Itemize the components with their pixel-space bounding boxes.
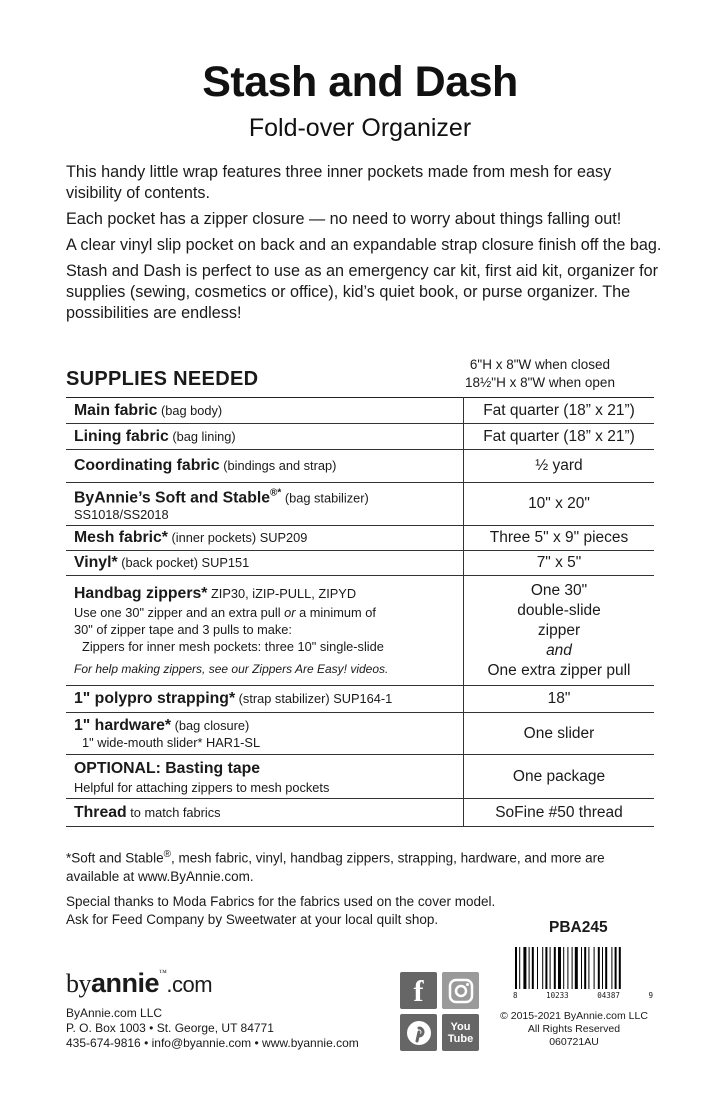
- table-row: [66, 713, 654, 755]
- item-qty: One package: [464, 755, 655, 799]
- barcode-bar: [515, 947, 517, 989]
- barcode-bar: [572, 947, 573, 989]
- item-desc: to match fabrics: [130, 804, 221, 820]
- table-row: [66, 576, 654, 686]
- item-cell: [66, 398, 464, 424]
- barcode-bar: [554, 947, 556, 989]
- item-desc: (back pocket) SUP151: [121, 555, 250, 571]
- pattern-code: PBA245: [549, 919, 608, 936]
- item-desc: (bindings and strap): [223, 458, 337, 473]
- barcode-bar: [537, 947, 538, 989]
- address-line: ByAnnie.com LLC: [66, 1006, 163, 1020]
- barcode-digit: 04387: [597, 991, 620, 1000]
- barcode-bar: [532, 947, 534, 989]
- pinterest-icon[interactable]: [400, 1014, 437, 1051]
- item-detail: 1" wide-mouth slider* HAR1-SL: [82, 734, 261, 750]
- item-name: Coordinating fabric: [74, 457, 220, 474]
- item-name: Lining fabric: [74, 427, 169, 445]
- barcode-bar: [605, 947, 607, 989]
- table-row: [66, 424, 654, 450]
- copyright-line: All Rights Reserved: [527, 1023, 621, 1035]
- thanks-line: Special thanks to Moda Fabrics for the fabrics used on the cover model.: [66, 894, 496, 909]
- intro-paragraph: A clear vinyl slip pocket on back and an expandable strap closure finish off the bag.: [66, 236, 662, 254]
- item-name: OPTIONAL: Basting tape: [74, 759, 261, 777]
- barcode: [513, 947, 653, 1000]
- item-cell: [66, 424, 464, 450]
- item-cell: [66, 799, 464, 827]
- zipper-video-note: For help making zippers, see our Zippers Are Easy! videos.: [74, 661, 389, 676]
- footnote-text: available at www.ByAnnie.com.: [66, 868, 254, 884]
- logo-tm: ™: [159, 968, 167, 977]
- registered-mark: ®: [163, 849, 171, 860]
- page-title: Stash and Dash: [202, 58, 518, 106]
- table-row: [66, 755, 654, 799]
- barcode-bar: [588, 947, 589, 989]
- item-name: Main fabric: [74, 401, 158, 419]
- item-desc: (inner pockets) SUP209: [171, 530, 308, 546]
- item-detail: Helpful for attaching zippers to mesh pockets: [74, 779, 330, 795]
- item-desc: (strap stabilizer) SUP164-1: [238, 691, 393, 707]
- instagram-glyph: [448, 978, 474, 1004]
- item-desc: ZIP30, iZIP-PULL, ZIPYD: [210, 585, 357, 601]
- item-cell: [66, 551, 464, 576]
- barcode-bars: [513, 947, 653, 989]
- logo-com: .com: [166, 972, 213, 997]
- barcode-bar: [615, 947, 617, 989]
- availability-footnote: [66, 846, 666, 886]
- table-row: [66, 450, 654, 483]
- zipper-instructions: Zippers for inner mesh pockets: three 10" single-slide: [82, 638, 384, 654]
- intro-paragraph: This handy little wrap features three inner pockets made from mesh for easy visibility of contents.: [66, 163, 612, 202]
- barcode-bar: [594, 947, 595, 989]
- barcode-bar: [575, 947, 578, 989]
- copyright-line: © 2015-2021 ByAnnie.com LLC: [500, 1010, 648, 1022]
- facebook-icon[interactable]: f: [400, 972, 437, 1009]
- table-row: [66, 398, 654, 424]
- item-cell: [66, 576, 464, 686]
- item-cell: [66, 526, 464, 551]
- table-row: [66, 551, 654, 576]
- pinterest-glyph: [405, 1019, 433, 1047]
- item-name: ByAnnie’s Soft and Stable: [74, 489, 271, 507]
- zipper-instructions-or: or: [284, 604, 296, 620]
- copyright: [484, 1010, 664, 1049]
- item-cell: [66, 686, 464, 713]
- item-name: 1" polypro strapping*: [74, 690, 236, 708]
- item-qty: [464, 576, 655, 686]
- barcode-bar: [581, 947, 582, 989]
- barcode-bar: [519, 947, 520, 989]
- table-row: [66, 799, 654, 827]
- footnote-text: , mesh fabric, vinyl, handbag zippers, strapping, hardware, and more are: [170, 850, 605, 866]
- intro-paragraph: Stash and Dash is perfect to use as an emergency car kit, first aid kit, organizer for supplies (sewing, cosmetics or office), kid’s quiet book, or purse organizer. The possibilities are endless!: [66, 262, 659, 322]
- intro-text: [66, 162, 666, 329]
- table-row: [66, 686, 654, 713]
- registered-mark: ®*: [270, 488, 282, 499]
- item-cell: [66, 713, 464, 755]
- item-name: Thread: [74, 803, 127, 821]
- barcode-bar: [584, 947, 586, 989]
- address-line: 435-674-9816 • info@byannie.com • www.byannie.com: [66, 1036, 359, 1050]
- item-desc: (bag body): [160, 402, 223, 418]
- item-name: 1" hardware*: [74, 716, 172, 734]
- qty-line: One 30": [530, 581, 588, 599]
- barcode-bar: [529, 947, 530, 989]
- item-desc: (bag closure): [174, 717, 250, 733]
- qty-line: and: [546, 641, 572, 659]
- page-subtitle: Fold-over Organizer: [248, 114, 472, 142]
- item-cell: [66, 450, 464, 483]
- barcode-bar: [611, 947, 612, 989]
- barcode-digit: 10233: [546, 991, 569, 1000]
- item-qty: ½ yard: [464, 450, 655, 483]
- barcode-bar: [602, 947, 603, 989]
- qty-line: One extra zipper pull: [487, 661, 631, 679]
- youtube-label: You: [450, 1020, 471, 1033]
- item-qty: 7" x 5": [464, 551, 655, 576]
- item-name: Vinyl*: [74, 554, 118, 572]
- barcode-digit: 8: [513, 991, 518, 1000]
- address-line: P. O. Box 1003 • St. George, UT 84771: [66, 1021, 274, 1035]
- youtube-label: Tube: [447, 1032, 474, 1045]
- footnote-text: *Soft and Stable: [66, 850, 164, 866]
- supplies-table: [66, 397, 654, 827]
- size-closed: 6"H x 8"W when closed: [469, 357, 611, 372]
- intro-paragraph: Each pocket has a zipper closure — no need to worry about things falling out!: [66, 210, 622, 228]
- barcode-digit: 9: [648, 991, 653, 1000]
- instagram-icon[interactable]: [442, 972, 479, 1009]
- item-desc: (bag stabilizer): [284, 490, 369, 506]
- barcode-bar: [558, 947, 561, 989]
- qty-line: double-slide: [517, 601, 601, 619]
- zipper-instructions: a minimum of: [295, 604, 376, 620]
- size-open: 18½"H x 8"W when open: [465, 375, 615, 390]
- qty-line: zipper: [537, 621, 581, 639]
- barcode-bar: [542, 947, 543, 989]
- youtube-icon[interactable]: [442, 1014, 479, 1051]
- barcode-bar: [523, 947, 526, 989]
- item-desc: (bag lining): [172, 428, 236, 444]
- item-qty: Fat quarter (18” x 21”): [464, 398, 655, 424]
- barcode-bar: [567, 947, 568, 989]
- zipper-instructions: Use one 30" zipper and an extra pull: [74, 604, 285, 620]
- barcode-bar: [545, 947, 547, 989]
- barcode-digits: [513, 991, 653, 1000]
- item-qty: 10" x 20": [464, 483, 655, 526]
- barcode-bar: [563, 947, 564, 989]
- item-qty: Three 5" x 9" pieces: [464, 526, 655, 551]
- item-code: SS1018/SS2018: [74, 507, 169, 523]
- item-qty: One slider: [464, 713, 655, 755]
- item-qty: Fat quarter (18” x 21”): [464, 424, 655, 450]
- thanks-line: Ask for Feed Company by Sweetwater at your local quilt shop.: [66, 912, 439, 927]
- item-name: Mesh fabric*: [74, 529, 168, 547]
- barcode-bar: [598, 947, 600, 989]
- table-row: [66, 483, 654, 526]
- social-icons: [400, 972, 482, 1054]
- copyright-line: 060721AU: [549, 1036, 599, 1048]
- item-name: Handbag zippers*: [74, 584, 208, 602]
- zipper-instructions: 30" of zipper tape and 3 pulls to make:: [74, 621, 292, 637]
- item-qty: SoFine #50 thread: [464, 799, 655, 827]
- company-address: [66, 1006, 359, 1051]
- item-cell: [66, 755, 464, 799]
- logo-annie: annie: [91, 968, 160, 998]
- table-row: [66, 526, 654, 551]
- supplies-heading: SUPPLIES NEEDED: [66, 368, 259, 390]
- item-qty: 18": [464, 686, 655, 713]
- item-cell: [66, 483, 464, 526]
- logo-by: by: [66, 969, 91, 998]
- barcode-bar: [550, 947, 551, 989]
- finished-size: [440, 356, 640, 392]
- byannie-logo: [66, 968, 212, 999]
- barcode-bar: [619, 947, 621, 989]
